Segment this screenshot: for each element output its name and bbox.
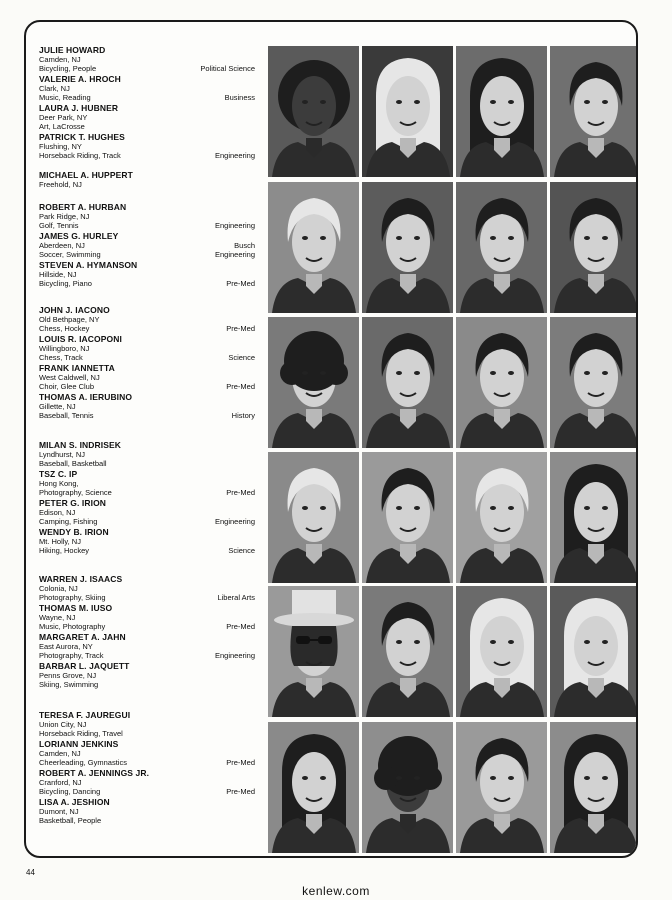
student-entry: [39, 132, 255, 160]
student-entry: [39, 334, 255, 362]
yearbook-page-frame: [24, 20, 638, 858]
student-major: Pre-Med: [226, 758, 255, 767]
student-interests: Chess, Track: [39, 353, 83, 362]
student-major: Pre-Med: [226, 279, 255, 288]
student-name: PATRICK T. HUGHES: [39, 132, 125, 142]
student-entry: [39, 498, 255, 526]
student-hometown: Old Bethpage, NY: [39, 315, 100, 324]
student-name: JAMES G. HURLEY: [39, 231, 119, 241]
student-interests: Horseback Riding, Track: [39, 151, 121, 160]
student-entry: [39, 603, 255, 631]
student-name: THOMAS M. IUSO: [39, 603, 113, 613]
portrait-row: [268, 722, 638, 853]
student-hometown: Colonia, NJ: [39, 584, 78, 593]
student-hometown: Penns Grove, NJ: [39, 671, 97, 680]
student-major: Political Science: [200, 64, 255, 73]
student-portrait: [268, 182, 359, 313]
student-interests: Soccer, Swimming: [39, 250, 101, 259]
student-name: MICHAEL A. HUPPERT: [39, 170, 133, 180]
student-major: Business: [224, 93, 255, 102]
student-major: Pre-Med: [226, 488, 255, 497]
student-portrait: [550, 46, 638, 177]
student-hometown: Hong Kong,: [39, 479, 79, 488]
student-entry: [39, 45, 255, 73]
student-group: [26, 574, 636, 709]
student-list: [39, 45, 255, 180]
student-portrait: [362, 722, 453, 853]
student-entry: [39, 574, 255, 602]
student-name: MARGARET A. JAHN: [39, 632, 126, 642]
student-major: Engineering: [214, 517, 255, 526]
student-interests: Photography, Skiing: [39, 593, 106, 602]
student-entry: [39, 440, 255, 468]
student-major: Pre-Med: [226, 622, 255, 631]
student-major: Pre-Med: [226, 324, 255, 333]
student-entry: [39, 260, 255, 288]
student-major: Engineering: [214, 651, 255, 660]
student-portrait: [268, 452, 359, 583]
student-entry: [39, 305, 255, 333]
student-interests: Bicycling, Dancing: [39, 787, 101, 796]
student-interests: Photography, Track: [39, 651, 104, 660]
student-portrait: [550, 182, 638, 313]
student-interests: Cheerleading, Gymnastics: [39, 758, 127, 767]
student-entry: [39, 797, 255, 825]
student-portrait: [456, 317, 547, 448]
student-interests: Horseback Riding, Travel: [39, 729, 123, 738]
student-group: [26, 305, 636, 440]
student-portrait: [268, 46, 359, 177]
student-interests: Camping, Fishing: [39, 517, 98, 526]
student-entry: [39, 231, 255, 259]
student-interests: Photography, Science: [39, 488, 112, 497]
student-hometown: Wayne, NJ: [39, 613, 76, 622]
student-hometown: Aberdeen, NJ: [39, 241, 85, 250]
student-portrait: [456, 182, 547, 313]
student-interests: Golf, Tennis: [39, 221, 79, 230]
student-name: ROBERT A. JENNINGS JR.: [39, 768, 150, 778]
student-major: Pre-Med: [226, 787, 255, 796]
student-name: LOUIS R. IACOPONI: [39, 334, 122, 344]
student-list: [39, 710, 255, 845]
student-portrait: [456, 452, 547, 583]
student-portrait: [456, 722, 547, 853]
portrait-row: [268, 586, 638, 717]
student-name: MILAN S. INDRISEK: [39, 440, 121, 450]
student-entry: [39, 74, 255, 102]
student-hometown: Clark, NJ: [39, 84, 70, 93]
student-portrait: [456, 586, 547, 717]
student-hometown: Camden, NJ: [39, 749, 81, 758]
student-hometown: Camden, NJ: [39, 55, 81, 64]
portrait-row: [268, 46, 638, 177]
student-name: THOMAS A. IERUBINO: [39, 392, 133, 402]
student-major-secondary: Engineering: [214, 250, 255, 259]
student-interests: Choir, Glee Club: [39, 382, 95, 391]
student-hometown: Gillette, NJ: [39, 402, 76, 411]
student-list: [39, 305, 255, 440]
student-entry: [39, 768, 255, 796]
student-entry: [39, 739, 255, 767]
student-major: Engineering: [214, 221, 255, 230]
portrait-row: [268, 182, 638, 313]
student-hometown: Mt. Holly, NJ: [39, 537, 81, 546]
student-interests: Chess, Hockey: [39, 324, 90, 333]
student-interests: Music, Reading: [39, 93, 91, 102]
student-entry: [39, 710, 255, 738]
student-hometown: East Aurora, NY: [39, 642, 93, 651]
student-name: JULIE HOWARD: [39, 45, 106, 55]
student-major: History: [231, 411, 255, 420]
student-entry: [39, 170, 255, 201]
student-interests: Art, LaCrosse: [39, 122, 85, 131]
student-interests: Music, Photography: [39, 622, 106, 631]
student-interests: Basketball, People: [39, 816, 102, 825]
student-entry: [39, 661, 255, 689]
student-hometown: Dumont, NJ: [39, 807, 79, 816]
student-portrait: [362, 586, 453, 717]
student-name: LORIANN JENKINS: [39, 739, 119, 749]
student-hometown: Edison, NJ: [39, 508, 76, 517]
student-groups: [26, 22, 636, 856]
student-portrait: [550, 586, 638, 717]
student-entry: [39, 202, 255, 230]
student-name: BARBAR L. JAQUETT: [39, 661, 130, 671]
student-portrait: [268, 317, 359, 448]
student-hometown: Freehold, NJ: [39, 180, 82, 189]
student-major: Engineering: [214, 151, 255, 160]
student-name: STEVEN A. HYMANSON: [39, 260, 138, 270]
student-name: LAURA J. HUBNER: [39, 103, 119, 113]
student-hometown: Park Ridge, NJ: [39, 212, 90, 221]
student-entry: [39, 527, 255, 555]
student-name: LISA A. JESHION: [39, 797, 110, 807]
student-interests: Skiing, Swimming: [39, 680, 99, 689]
student-name: FRANK IANNETTA: [39, 363, 115, 373]
student-interests: Baseball, Tennis: [39, 411, 94, 420]
student-group: [26, 440, 636, 575]
student-entry: [39, 469, 255, 497]
student-major: Busch: [234, 241, 255, 250]
student-name: PETER G. IRION: [39, 498, 107, 508]
student-group: [26, 34, 636, 169]
student-name: TERESA F. JAUREGUI: [39, 710, 131, 720]
student-portrait: [362, 182, 453, 313]
student-list: [39, 170, 255, 305]
student-entry: [39, 363, 255, 391]
student-name: TSZ C. IP: [39, 469, 78, 479]
student-hometown: Cranford, NJ: [39, 778, 82, 787]
student-hometown: Union City, NJ: [39, 720, 87, 729]
student-major: Liberal Arts: [217, 593, 255, 602]
student-portrait: [362, 46, 453, 177]
student-portrait: [268, 722, 359, 853]
student-portrait: [550, 452, 638, 583]
student-hometown: Hillside, NJ: [39, 270, 77, 279]
portrait-row: [268, 452, 638, 583]
student-portrait: [362, 317, 453, 448]
student-major: Science: [228, 353, 255, 362]
student-portrait: [362, 452, 453, 583]
student-portrait: [550, 317, 638, 448]
student-interests: Baseball, Basketball: [39, 459, 107, 468]
student-portrait: [550, 722, 638, 853]
student-hometown: West Caldwell, NJ: [39, 373, 100, 382]
student-major: Pre-Med: [226, 382, 255, 391]
student-list: [39, 574, 255, 709]
student-list: [39, 440, 255, 575]
student-entry: [39, 392, 255, 420]
portrait-row: [268, 317, 638, 448]
student-interests: Hiking, Hockey: [39, 546, 90, 555]
student-name: VALERIE A. HROCH: [39, 74, 121, 84]
student-interests: Bicycling, Piano: [39, 279, 92, 288]
student-interests: Bicycling, People: [39, 64, 97, 73]
page-number: 44: [26, 868, 35, 877]
student-entry: [39, 103, 255, 131]
student-name: WARREN J. ISAACS: [39, 574, 123, 584]
student-hometown: Deer Park, NY: [39, 113, 88, 122]
student-hometown: Flushing, NY: [39, 142, 82, 151]
student-group: [26, 710, 636, 845]
student-name: JOHN J. IACONO: [39, 305, 110, 315]
site-credit: kenlew.com: [302, 884, 370, 898]
student-hometown: Willingboro, NJ: [39, 344, 90, 353]
student-name: ROBERT A. HURBAN: [39, 202, 127, 212]
student-portrait: [268, 586, 359, 717]
student-entry: [39, 632, 255, 660]
student-hometown: Lyndhurst, NJ: [39, 450, 85, 459]
student-group: [26, 170, 636, 305]
student-major: Science: [228, 546, 255, 555]
student-portrait: [456, 46, 547, 177]
student-name: WENDY B. IRION: [39, 527, 109, 537]
